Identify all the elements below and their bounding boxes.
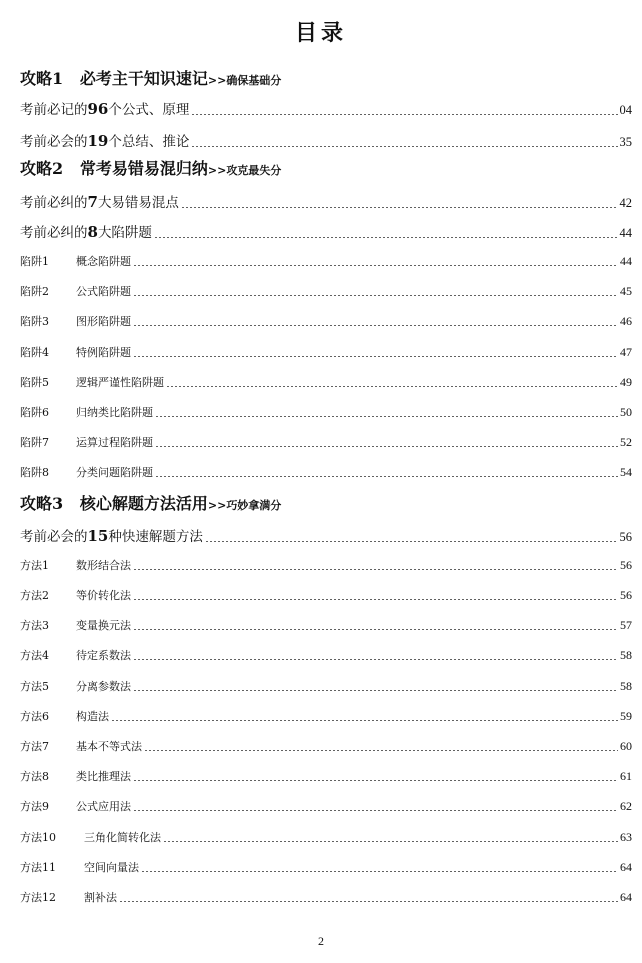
toc-subentry[interactable] [20,708,632,724]
leader-dots [166,386,618,387]
toc-subentry[interactable] [20,859,632,875]
toc-subentry[interactable] [20,464,632,480]
subentry-text: 公式陷阱题 [76,285,131,298]
leader-dots [119,901,618,902]
section-title: 常考易错易混归纳 [79,159,208,178]
entry-pre: 考前必记的 [20,102,88,118]
leader-dots [133,629,618,630]
subentry-number: 陷阱1 [20,255,49,268]
toc-subentry[interactable] [20,889,632,905]
subentry-text: 归纳类比陷阱题 [76,406,153,419]
toc-subentry[interactable] [20,587,632,603]
subentry-number: 方法4 [20,649,49,662]
entry-number: 15 [87,527,109,545]
page-ref: 57 [620,618,632,632]
leader-dots [133,265,618,266]
toc-entry[interactable] [20,191,632,211]
subentry-text: 变量换元法 [76,619,131,632]
page-ref: 63 [620,830,632,844]
subentry-number: 方法3 [20,619,49,632]
leader-dots [155,476,618,477]
section-arrow: >> [207,499,227,512]
leader-dots [133,659,618,660]
entry-pre: 考前必会的 [20,529,88,545]
section-tagline: 攻克最失分 [226,164,282,177]
subentry-number: 陷阱5 [20,376,49,389]
leader-dots [154,237,618,238]
page-ref: 59 [620,709,632,723]
subentry-text: 逻辑严谨性陷阱题 [76,376,164,389]
leader-dots [163,841,618,842]
subentry-text: 分类问题陷阱题 [76,466,153,479]
subentry-number: 方法12 [20,891,56,904]
subentry-text: 概念陷阱题 [76,255,131,268]
leader-dots [133,690,618,691]
subentry-number: 方法10 [20,831,56,844]
entry-post: 种快速解题方法 [108,529,203,545]
page-ref: 62 [620,799,632,813]
page-ref: 64 [620,860,632,874]
page-ref: 60 [620,739,632,753]
page-number: 2 [318,934,324,948]
page-ref: 46 [620,314,632,328]
subentry-number: 方法2 [20,589,49,602]
toc-subentry[interactable] [20,344,632,360]
leader-dots [144,750,618,751]
page-ref: 44 [620,254,632,268]
section-arrow: >> [207,74,227,87]
subentry-number: 方法1 [20,559,49,572]
leader-dots [141,871,618,872]
leader-dots [111,720,618,721]
toc-subentry[interactable] [20,434,632,450]
section-heading-3 [20,491,632,514]
page-ref: 58 [620,679,632,693]
subentry-text: 基本不等式法 [76,740,142,753]
toc-subentry[interactable] [20,283,632,299]
subentry-number: 陷阱3 [20,315,49,328]
subentry-number: 陷阱6 [20,406,49,419]
subentry-text: 待定系数法 [76,649,131,662]
subentry-text: 公式应用法 [76,800,131,813]
subentry-text: 等价转化法 [76,589,131,602]
entry-pre: 考前必纠的 [20,195,88,211]
subentry-text: 构造法 [76,710,109,723]
section-heading-1 [20,66,632,89]
section-tagline: 确保基础分 [226,74,282,87]
toc-subentry[interactable] [20,253,632,269]
subentry-text: 类比推理法 [76,770,131,783]
leader-dots [133,810,618,811]
page-ref: 04 [619,103,632,117]
page-ref: 58 [620,648,632,662]
entry-number: 96 [87,100,109,118]
toc-entry[interactable] [20,525,632,545]
subentry-text: 运算过程陷阱题 [76,436,153,449]
subentry-text: 三角化简转化法 [84,831,161,844]
section-heading-2 [20,156,632,179]
entry-number: 8 [87,223,98,241]
section-title: 核心解题方法活用 [79,494,208,513]
leader-dots [191,114,617,115]
page-ref: 47 [620,345,632,359]
subentry-text: 特例陷阱题 [76,346,131,359]
entry-number: 19 [87,132,109,150]
leader-dots [155,446,618,447]
toc-subentry[interactable] [20,404,632,420]
leader-dots [133,295,618,296]
toc-subentry[interactable] [20,678,632,694]
page-ref: 56 [620,558,632,572]
toc-subentry[interactable] [20,647,632,663]
leader-dots [181,207,618,208]
subentry-number: 陷阱4 [20,346,49,359]
page-ref: 61 [620,769,632,783]
section-title: 必考主干知识速记 [79,69,208,88]
subentry-number: 陷阱2 [20,285,49,298]
toc-subentry[interactable] [20,617,632,633]
subentry-text: 数形结合法 [76,559,131,572]
toc-subentry[interactable] [20,768,632,784]
page-ref: 52 [620,435,632,449]
leader-dots [133,780,618,781]
page-ref: 56 [620,588,632,602]
entry-post: 大陷阱题 [97,225,152,241]
leader-dots [191,146,617,147]
entry-number: 7 [87,193,98,211]
subentry-text: 图形陷阱题 [76,315,131,328]
subentry-number: 方法8 [20,770,49,783]
page-ref: 45 [620,284,632,298]
subentry-number: 陷阱7 [20,436,49,449]
page-title: 目录 [294,20,347,46]
subentry-number: 方法11 [20,861,56,874]
section-arrow: >> [207,164,227,177]
page-ref: 44 [619,226,632,240]
toc-subentry[interactable] [20,374,632,390]
entry-pre: 考前必会的 [20,134,88,150]
section-tagline: 巧妙拿满分 [226,499,282,512]
subentry-number: 陷阱8 [20,466,49,479]
section-label: 攻略1 [20,69,64,88]
entry-post: 个总结、推论 [108,134,190,150]
leader-dots [155,416,618,417]
toc-subentry[interactable] [20,738,632,754]
leader-dots [133,569,618,570]
subentry-number: 方法5 [20,680,49,693]
subentry-number: 方法6 [20,710,49,723]
subentry-number: 方法9 [20,800,49,813]
toc-subentry[interactable] [20,313,632,329]
section-label: 攻略2 [20,159,64,178]
page-ref: 54 [620,465,632,479]
leader-dots [133,325,618,326]
subentry-text: 割补法 [84,891,117,904]
toc-subentry[interactable] [20,557,632,573]
subentry-number: 方法7 [20,740,49,753]
page-ref: 35 [619,135,632,149]
toc-subentry[interactable] [20,798,632,814]
page-ref: 64 [620,890,632,904]
entry-pre: 考前必纠的 [20,225,88,241]
entry-post: 个公式、原理 [108,102,190,118]
entry-post: 大易错易混点 [97,195,179,211]
section-label: 攻略3 [20,494,64,513]
subentry-text: 分离参数法 [76,680,131,693]
subentry-text: 空间向量法 [84,861,139,874]
leader-dots [133,356,618,357]
page-ref: 42 [619,196,632,210]
page-ref: 50 [620,405,632,419]
page-ref: 56 [619,530,632,544]
leader-dots [133,599,618,600]
toc-subentry[interactable] [20,829,632,845]
toc-entry[interactable] [20,98,632,118]
leader-dots [205,541,618,542]
toc-entry[interactable] [20,130,632,150]
toc-entry[interactable] [20,221,632,241]
page-ref: 49 [620,375,632,389]
